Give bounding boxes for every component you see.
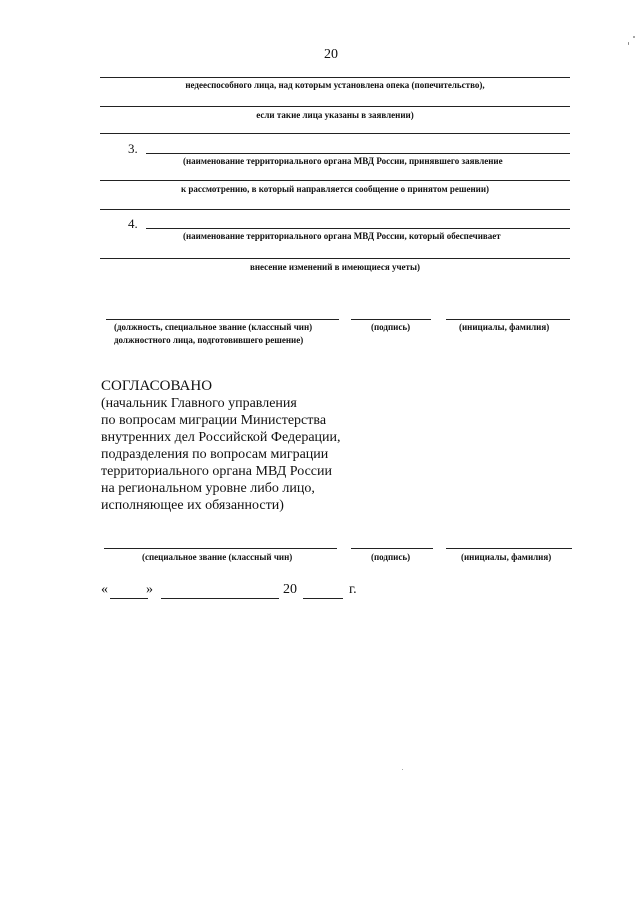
scan-speck xyxy=(402,769,403,770)
caption-persons-in-application: если такие лица указаны в заявлении) xyxy=(256,110,414,120)
caption-incapable-person: недееспособного лица, над которым установлена опека (попечительство), xyxy=(185,80,485,90)
caption-initials-surname: (инициалы, фамилия) xyxy=(461,552,552,562)
name-signature-line xyxy=(446,548,572,549)
fill-line xyxy=(100,209,570,210)
fill-line xyxy=(100,77,570,78)
year-prefix: 20 xyxy=(283,582,297,597)
date-open-quote: « xyxy=(101,582,108,597)
caption-official-position: (должность, специальное звание (классный чин) xyxy=(114,322,313,332)
signature-line xyxy=(351,548,433,549)
approval-line-4: подразделения по вопросам миграции xyxy=(101,447,329,462)
approval-title: СОГЛАСОВАНО xyxy=(101,378,213,394)
caption-records-authority: (наименование территориального органа МВД России, который обеспечивает xyxy=(183,231,501,241)
caption-notification-recipient: к рассмотрению, в который направляется сообщение о принятом решении) xyxy=(180,184,490,194)
fill-line xyxy=(100,258,570,259)
fill-line xyxy=(146,153,570,154)
approval-line-3: внутренних дел Российской Федерации, xyxy=(101,430,341,445)
item-number-3: 3. xyxy=(128,141,138,156)
caption-receiving-authority: (наименование территориального органа МВД России, принявшего заявление xyxy=(183,156,503,166)
approval-line-7: исполняющее их обязанности) xyxy=(101,498,284,513)
approval-line-6: на региональном уровне либо лицо, xyxy=(101,481,315,496)
caption-official-preparer: должностного лица, подготовившего решение) xyxy=(114,335,304,345)
approval-line-2: по вопросам миграции Министерства xyxy=(101,413,327,428)
page-number: 20 xyxy=(324,47,338,62)
caption-initials-surname: (инициалы, фамилия) xyxy=(459,322,550,332)
scan-speck xyxy=(633,36,635,38)
date-close-quote: » xyxy=(146,582,153,597)
fill-line xyxy=(100,106,570,107)
fill-line xyxy=(100,180,570,181)
rank-signature-line xyxy=(104,548,337,549)
position-signature-line xyxy=(106,319,339,320)
year-suffix: г. xyxy=(349,582,357,597)
approval-line-1: (начальник Главного управления xyxy=(101,396,297,411)
name-signature-line xyxy=(446,319,570,320)
caption-rank: (специальное звание (классный чин) xyxy=(142,552,293,562)
fill-line xyxy=(100,133,570,134)
item-number-4: 4. xyxy=(128,216,138,231)
fill-line xyxy=(146,228,570,229)
month-fill-line xyxy=(161,598,279,599)
signature-line xyxy=(351,319,431,320)
caption-signature: (подпись) xyxy=(371,322,411,332)
scan-speck xyxy=(628,42,629,45)
day-fill-line xyxy=(110,598,148,599)
caption-signature: (подпись) xyxy=(371,552,411,562)
year-fill-line xyxy=(303,598,343,599)
caption-records-update: внесение изменений в имеющиеся учеты) xyxy=(250,262,420,272)
approval-line-5: территориального органа МВД России xyxy=(101,464,333,479)
